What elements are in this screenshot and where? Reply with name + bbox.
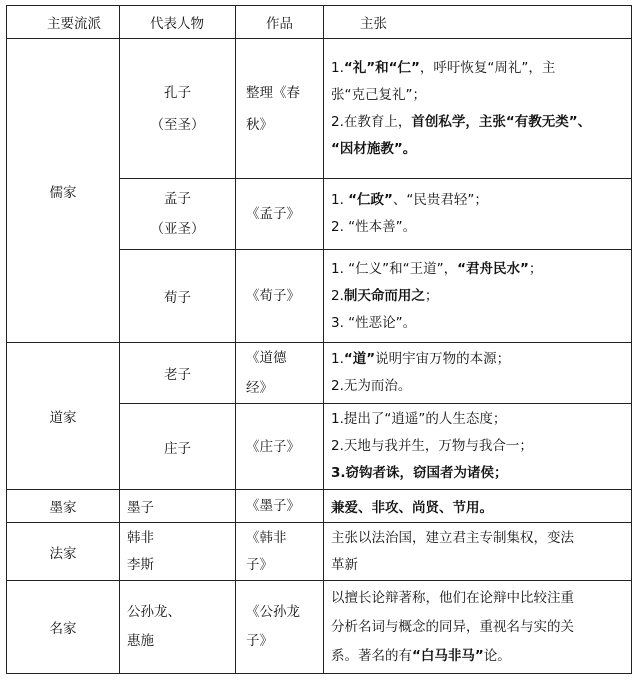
table-row <box>7 39 632 179</box>
claim-line: 1. “仁义”和“王道”，“君舟民水”； <box>331 260 543 277</box>
person-mingjia <box>120 581 236 674</box>
work-line: 整理《春 <box>246 84 300 101</box>
claim-line: 1.“道”说明宇宙万物的本源； <box>331 351 511 367</box>
claim-kongzi <box>324 39 632 179</box>
table-row <box>7 490 632 523</box>
header-work: 作品 <box>236 6 324 39</box>
claim-line: 2.在教育上，首创私学，主张“有教无类”、 <box>331 113 592 130</box>
person-name: 韩非 <box>127 529 154 546</box>
school-mojia: 墨家 <box>7 490 120 523</box>
school-rujia: 儒家 <box>7 39 120 343</box>
table-row <box>7 581 632 674</box>
person-title: （亚圣） <box>150 221 205 237</box>
claim-line: “因材施教”。 <box>331 140 417 157</box>
work-fajia <box>236 523 324 581</box>
claim-line: 分析名词与概念的同异，重视名与实的关 <box>331 618 574 635</box>
person-zhuangzi: 庄子 <box>120 404 236 490</box>
claim-line: 主张以法治国，建立君主专制集权，变法 <box>331 529 574 546</box>
claim-mozi: 兼爱、非攻、尚贤、节用。 <box>324 490 632 523</box>
person-name: 孟子 <box>164 191 191 207</box>
claim-line: 系。著名的有“白马非马”论。 <box>331 647 511 664</box>
person-name: 公孙龙、 <box>127 604 181 620</box>
header-claim: 主张 <box>324 6 632 39</box>
table-row <box>7 523 632 581</box>
claim-mengzi <box>324 179 632 250</box>
claim-line: 1.提出了“逍遥”的人生态度； <box>331 411 507 427</box>
person-kongzi <box>120 39 236 179</box>
claim-zhuangzi <box>324 404 632 490</box>
person-xunzi: 荀子 <box>120 250 236 343</box>
person-fajia <box>120 523 236 581</box>
school-fajia: 法家 <box>7 523 120 581</box>
person-name: 孔子 <box>164 84 191 101</box>
work-line: 《公孙龙 <box>246 604 300 620</box>
claim-line: 革新 <box>331 556 358 573</box>
claim-mingjia <box>324 581 632 674</box>
claim-line: 1.“礼”和“仁”，呼吁恢复“周礼”，主 <box>331 59 556 76</box>
claim-line: 3.窃钩者诛，窃国者为诸侯； <box>331 465 508 481</box>
work-kongzi <box>236 39 324 179</box>
work-mengzi: 《孟子》 <box>236 179 324 250</box>
header-school: 主要流派 <box>7 6 120 39</box>
claim-xunzi <box>324 250 632 343</box>
work-mingjia <box>236 581 324 674</box>
claim-line: 2.无为而治。 <box>331 378 412 394</box>
header-row <box>7 6 632 39</box>
work-xunzi: 《荀子》 <box>236 250 324 343</box>
person-name: 惠施 <box>127 633 154 649</box>
claim-fajia <box>324 523 632 581</box>
claim-line: 1. “仁政”、“民贵君轻”； <box>331 192 488 208</box>
claim-line: 3. “性恶论”。 <box>331 314 417 331</box>
claim-laozi <box>324 343 632 404</box>
school-daojia: 道家 <box>7 343 120 490</box>
claim-line: 2.制天命而用之； <box>331 287 439 304</box>
work-line: 子》 <box>246 556 273 573</box>
person-mozi: 墨子 <box>120 490 236 523</box>
work-mozi: 《墨子》 <box>236 490 324 523</box>
school-mingjia: 名家 <box>7 581 120 674</box>
claim-line: 2. “性本善”。 <box>331 219 417 235</box>
claim-line: 以擅长论辩著称，他们在论辩中比较注重 <box>331 589 574 606</box>
claim-line: 张“克己复礼”； <box>331 86 426 103</box>
person-laozi: 老子 <box>120 343 236 404</box>
work-laozi <box>236 343 324 404</box>
schools-table <box>6 5 632 674</box>
work-line: 秋》 <box>246 116 273 133</box>
table-row <box>7 343 632 404</box>
work-line: 《韩非 <box>246 529 287 546</box>
work-line: 子》 <box>246 633 273 649</box>
work-line: 《道德 <box>246 350 287 366</box>
person-title: （至圣） <box>150 116 205 133</box>
claim-line: 2.天地与我并生，万物与我合一； <box>331 438 533 454</box>
work-zhuangzi: 《庄子》 <box>236 404 324 490</box>
header-person: 代表人物 <box>120 6 236 39</box>
work-line: 经》 <box>246 380 273 396</box>
person-name: 李斯 <box>127 556 154 573</box>
person-mengzi <box>120 179 236 250</box>
